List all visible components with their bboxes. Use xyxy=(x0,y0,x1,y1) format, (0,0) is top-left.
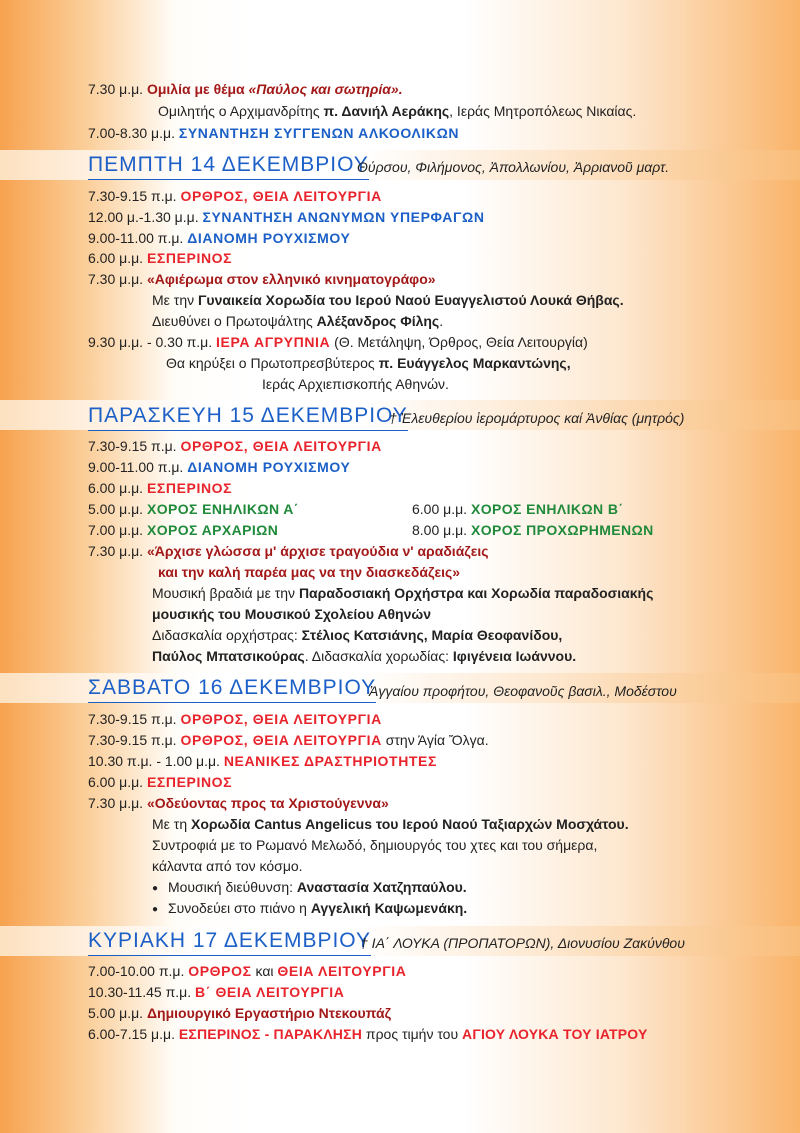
connector-text: προς τιμήν του xyxy=(362,1026,463,1042)
event-time: 7.30 μ.μ. xyxy=(88,271,144,287)
schedule-row xyxy=(88,521,278,539)
bullet-item xyxy=(152,878,467,899)
day-title: ΠΕΜΠΤΗ 14 ΔΕΚΕΜΒΡΙΟΥ xyxy=(88,153,369,176)
event-title: ΧΟΡΟΣ ΠΡΟΧΩΡΗΜΕΝΩΝ xyxy=(470,522,654,538)
conductor-name: Αλέξανδρος Φίλης xyxy=(316,313,440,329)
event-detail xyxy=(152,626,562,644)
schedule-row xyxy=(88,752,437,770)
event-time: 10.30 π.μ. - 1.00 μ.μ. xyxy=(88,753,220,769)
schedule-row xyxy=(88,794,389,812)
pianist-name: Αγγελική Καψωμενάκη. xyxy=(310,900,468,916)
bullet-item xyxy=(152,899,467,920)
event-time: 9.30 μ.μ. - 0.30 π.μ. xyxy=(88,334,213,350)
detail-text: . Διδασκαλία χορωδίας: xyxy=(304,648,450,664)
schedule-row xyxy=(88,229,350,247)
event-location: στην Άγία Ὄλγα. xyxy=(381,732,489,748)
event-title: ΟΡΘΡΟΣ, ΘΕΙΑ ΛΕΙΤΟΥΡΓΙΑ xyxy=(180,188,382,204)
event-title: ΧΟΡΟΣ ΑΡΧΑΡΙΩΝ xyxy=(146,522,279,538)
detail-text: Με τη xyxy=(152,816,188,832)
event-note: (Θ. Μετάληψη, Όρθρος, Θεία Λειτουργία) xyxy=(330,334,588,350)
event-detail xyxy=(152,647,576,665)
event-detail: Συντροφιά με το Ρωμανό Μελωδό, δημιουργός του χτες και του σήμερα, xyxy=(152,837,598,853)
saints-of-day: † Ἐλευθερίου ἱερομάρτυρος καί Ἀνθίας (μητρός) xyxy=(389,410,685,426)
day-title: ΣΑΒΒΑΤΟ 16 ΔΕΚΕΜΒΡΙΟΥ xyxy=(88,676,377,699)
event-title-cont xyxy=(158,563,460,581)
teacher-name: Ιφιγένεια Ιωάννου. xyxy=(452,648,577,664)
event-title: «Οδεύοντας προς τα Χριστούγεννα» xyxy=(146,795,389,811)
teacher-name: Παύλος Μπατσικούρας xyxy=(152,648,305,664)
event-time: 8.00 μ.μ. xyxy=(412,522,468,538)
event-time: 7.30-9.15 π.μ. xyxy=(88,711,177,727)
event-title: ΣΥΝΑΝΤΗΣΗ ΣΥΓΓΕΝΩΝ ΑΛΚΟΟΛΙΚΩΝ xyxy=(178,125,460,141)
event-time: 12.00 μ.-1.30 μ.μ. xyxy=(88,209,199,225)
event-time: 9.00-11.00 π.μ. xyxy=(88,459,184,475)
event-time: 7.30 μ.μ. xyxy=(88,81,144,97)
schedule-row xyxy=(88,270,436,288)
day-title: ΠΑΡΑΣΚΕΥΗ 15 ΔΕΚΕΜΒΡΙΟΥ xyxy=(88,404,408,427)
event-detail xyxy=(152,605,431,623)
event-time: 6.00-7.15 μ.μ. xyxy=(88,1026,175,1042)
event-title: Ομιλία με θέμα xyxy=(146,81,245,97)
schedule-row xyxy=(88,731,489,749)
schedule-row xyxy=(88,479,232,497)
event-time: 7.30-9.15 π.μ. xyxy=(88,438,177,454)
preacher-name: π. Ευάγγελος Μαρκαντώνης, xyxy=(378,355,571,371)
schedule-row xyxy=(88,710,382,728)
event-title: ΕΣΠΕΡΙΝΟΣ xyxy=(146,774,233,790)
schedule-row xyxy=(88,208,485,226)
event-title-quote: «Παύλος και σωτηρία». xyxy=(248,81,403,97)
event-time: 7.30-9.15 π.μ. xyxy=(88,732,177,748)
speaker-affiliation: , Ιεράς Μητροπόλεως Νικαίας. xyxy=(449,103,637,119)
schedule-row xyxy=(88,458,350,476)
schedule-row xyxy=(88,187,382,205)
event-time: 7.30-9.15 π.μ. xyxy=(88,188,177,204)
detail-text: Μουσική βραδιά με την xyxy=(152,585,296,601)
top-line-2 xyxy=(158,102,636,120)
event-title: ΑΓΙΟΥ ΛΟΥΚΑ ΤΟΥ ΙΑΤΡΟΥ xyxy=(462,1026,648,1042)
event-title: ΟΡΘΡΟΣ, ΘΕΙΑ ΛΕΙΤΟΥΡΓΙΑ xyxy=(180,732,382,748)
speaker-intro: Ομιλητής ο Αρχιμανδρίτης xyxy=(158,103,320,119)
event-title: ΧΟΡΟΣ ΕΝΗΛΙΚΩΝ Β΄ xyxy=(470,501,624,517)
schedule-row xyxy=(88,500,299,518)
schedule-row xyxy=(88,542,489,560)
detail-text: Συνοδεύει στο πιάνο η xyxy=(167,900,307,916)
schedule-row xyxy=(88,437,382,455)
event-title: «Άρχισε γλώσσα μ' άρχισε τραγούδια ν' αραδιάζεις xyxy=(146,543,489,559)
event-time: 6.00 μ.μ. xyxy=(412,501,468,517)
schedule-row xyxy=(88,962,406,980)
event-time: 9.00-11.00 π.μ. xyxy=(88,230,184,246)
event-title: ΟΡΘΡΟΣ, ΘΕΙΑ ΛΕΙΤΟΥΡΓΙΑ xyxy=(180,711,382,727)
connector-text: και xyxy=(251,963,278,979)
ensemble-name: μουσικής του Μουσικού Σχολείου Αθηνών xyxy=(152,606,431,622)
detail-text: Με την xyxy=(152,292,195,308)
event-title: ΟΡΘΡΟΣ xyxy=(188,963,252,979)
saints-of-day: Ἀγγαίου προφήτου, Θεοφανοῦς βασιλ., Μοδέστου xyxy=(369,683,677,699)
schedule-row xyxy=(88,1025,648,1043)
top-line-1 xyxy=(88,80,403,98)
event-time: 5.00 μ.μ. xyxy=(88,501,144,517)
event-title: ΕΣΠΕΡΙΝΟΣ xyxy=(146,250,233,266)
event-title: ΔΙΑΝΟΜΗ ΡΟΥΧΙΣΜΟΥ xyxy=(187,230,351,246)
event-time: 6.00 μ.μ. xyxy=(88,250,144,266)
event-time: 10.30-11.45 π.μ. xyxy=(88,984,192,1000)
schedule-row xyxy=(88,773,232,791)
event-time: 6.00 μ.μ. xyxy=(88,480,144,496)
event-detail xyxy=(152,291,624,309)
event-time: 7.00 μ.μ. xyxy=(88,522,144,538)
event-title: Β΄ ΘΕΙΑ ΛΕΙΤΟΥΡΓΙΑ xyxy=(194,984,345,1000)
saints-of-day: † ΙΑ΄ ΛΟΥΚΑ (ΠΡΟΠΑΤΟΡΩΝ), Διονυσίου Ζακύνθου xyxy=(360,935,685,951)
event-title: «Αφιέρωμα στον ελληνικό κινηματογράφο» xyxy=(146,271,436,287)
schedule-row xyxy=(412,521,654,539)
event-title: ΝΕΑΝΙΚΕΣ ΔΡΑΣΤΗΡΙΟΤΗΤΕΣ xyxy=(223,753,437,769)
event-title: ΘΕΙΑ ΛΕΙΤΟΥΡΓΙΑ xyxy=(277,963,407,979)
event-title: ΧΟΡΟΣ ΕΝΗΛΙΚΩΝ Α΄ xyxy=(146,501,299,517)
event-detail: κάλαντα από τον κόσμο. xyxy=(152,858,303,874)
event-title: ΕΣΠΕΡΙΝΟΣ xyxy=(146,480,233,496)
detail-text: Μουσική διεύθυνση: xyxy=(167,879,294,895)
detail-text: Θα κηρύξει ο Πρωτοπρεσβύτερος xyxy=(166,355,375,371)
event-title: ΕΣΠΕΡΙΝΟΣ - ΠΑΡΑΚΛΗΣΗ xyxy=(178,1026,363,1042)
ensemble-name: Παραδοσιακή Ορχήστρα και Χορωδία παραδοσιακής xyxy=(298,585,654,601)
schedule-row xyxy=(88,333,588,351)
event-title: και την καλή παρέα μας να την διασκεδάζεις» xyxy=(158,564,461,580)
teacher-names: Στέλιος Κατσιάνης, Μαρία Θεοφανίδου, xyxy=(301,627,563,643)
top-line-3 xyxy=(88,124,459,142)
detail-text: Διευθύνει ο Πρωτοψάλτης xyxy=(152,313,313,329)
event-detail: Ιεράς Αρχιεπισκοπής Αθηνών. xyxy=(262,376,449,392)
schedule-row xyxy=(412,500,623,518)
event-time: 5.00 μ.μ. xyxy=(88,1005,144,1021)
event-title: Δημιουργικό Εργαστήριο Ντεκουπάζ xyxy=(146,1005,392,1021)
event-title: ΣΥΝΑΝΤΗΣΗ ΑΝΩΝΥΜΩΝ ΥΠΕΡΦΑΓΩΝ xyxy=(202,209,485,225)
event-detail xyxy=(152,815,629,833)
choir-name: Χορωδία Cantus Angelicus του Ιερού Ναού Ταξιαρχών Μοσχάτου. xyxy=(191,816,629,832)
event-title: ΔΙΑΝΟΜΗ ΡΟΥΧΙΣΜΟΥ xyxy=(187,459,351,475)
event-detail: Διευθύνει ο Πρωτοψάλτης Αλέξανδρος Φίλης. xyxy=(152,313,444,329)
day-title: ΚΥΡΙΑΚΗ 17 ΔΕΚΕΜΒΡΙΟΥ xyxy=(88,929,371,952)
event-title: ΙΕΡΑ ΑΓΡΥΠΝΙΑ xyxy=(216,334,331,350)
event-time: 7.30 μ.μ. xyxy=(88,543,144,559)
event-time: 6.00 μ.μ. xyxy=(88,774,144,790)
choir-name: Γυναικεία Χορωδία του Ιερού Ναού Ευαγγελιστού Λουκά Θήβας. xyxy=(198,292,624,308)
conductor-name: Αναστασία Χατζηπαύλου. xyxy=(296,879,467,895)
schedule-row xyxy=(88,249,232,267)
speaker-name: π. Δανιήλ Αεράκης xyxy=(323,103,450,119)
event-detail xyxy=(166,354,571,372)
event-title: ΟΡΘΡΟΣ, ΘΕΙΑ ΛΕΙΤΟΥΡΓΙΑ xyxy=(180,438,382,454)
saints-of-day: Θύρσου, Φιλήμονος, Ἀπολλωνίου, Ἀρριανοῦ μαρτ. xyxy=(357,159,670,175)
event-time: 7.00-8.30 μ.μ. xyxy=(88,125,175,141)
schedule-row xyxy=(88,983,345,1001)
event-detail xyxy=(152,584,653,602)
event-time: 7.30 μ.μ. xyxy=(88,795,144,811)
schedule-row xyxy=(88,1004,391,1022)
detail-text: Διδασκαλία ορχήστρας: xyxy=(152,627,298,643)
event-time: 7.00-10.00 π.μ. xyxy=(88,963,185,979)
